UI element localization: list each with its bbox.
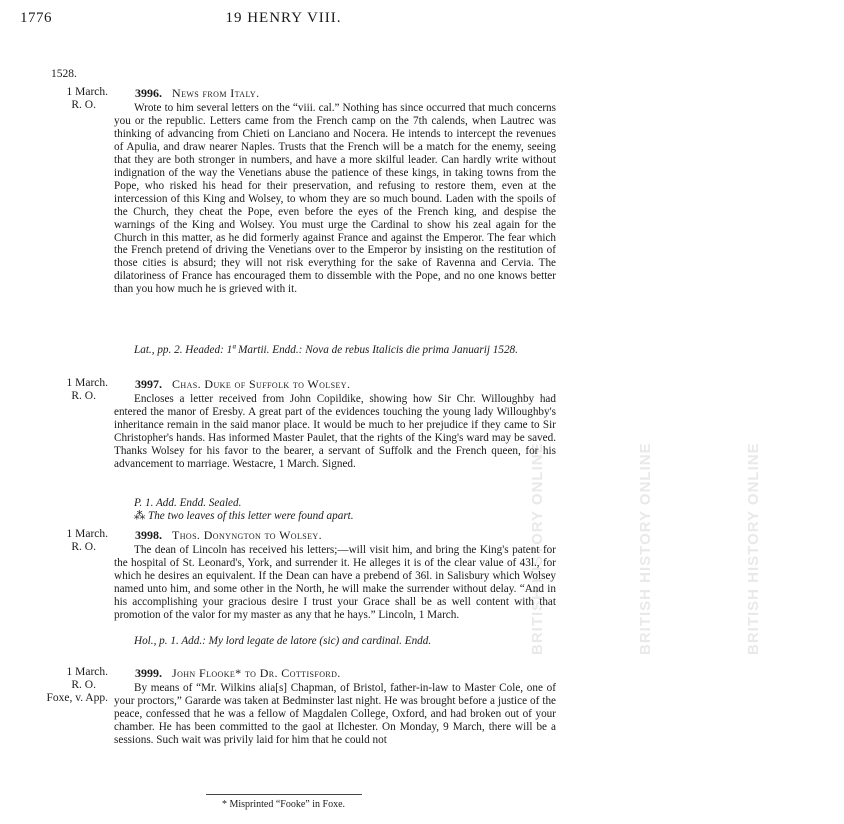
entry-title: Thos. Donyngton to Wolsey. — [172, 528, 322, 542]
entry-meta: P. 1. Add. Endd. Sealed. — [134, 497, 242, 509]
page-number: 1776 — [20, 10, 52, 26]
entry-meta: Lat., pp. 2. Headed: 1ª Martii. Endd.: Nova de rebus Italicis die prima Januarij 1528. — [134, 344, 518, 356]
entry-source: R. O. — [71, 99, 96, 111]
entry-margin — [0, 377, 108, 403]
watermark-line: BRITISH HISTORY ONLINE — [745, 442, 762, 655]
entry-heading — [135, 528, 555, 542]
entry-body: By means of “Mr. Wilkins alia[s] Chapman, of Bristol, father-in-law to Master Cole, one of your proctors,” Gararde was taken at Bedminster last night. He was brought before a justice of the peace, confessed that he was a fellow of Magdalen College, Oxford, and had broken out of your chamber. He has been committed to the gaol at Ilchester. On Monday, 9 March, there will be a sessions. Such wait was privily laid for him that he could not — [114, 682, 556, 746]
watermark-line: BRITISH HISTORY ONLINE — [529, 442, 546, 655]
entry-heading — [135, 666, 555, 680]
entry-date: 1 March. — [66, 528, 108, 540]
entry-date: 1 March. — [66, 666, 108, 678]
entry-heading — [135, 377, 555, 391]
footnote: * Misprinted “Fooke” in Foxe. — [221, 799, 346, 810]
entry-title: John Flooke* to Dr. Cottisford. — [172, 666, 341, 680]
entry-note: ⁂ The two leaves of this letter were found apart. — [134, 510, 354, 522]
entry-date: 1 March. — [66, 86, 108, 98]
entry-body: The dean of Lincoln has received his letters;—will visit him, and bring the King's patent for the hospital of St. Leonard's, York, and surrender it. He alleges it is of the clear value of 43l., for which he desires an equivalent. If the Dean can have a prebend of 36l. in Salisbury which Wolsey named unto him, and some other in the North, he will make the surrender without delay. “And in his accomplishing your gracious desire I trust your Grace shall be as well content with that promotion of the valor for my master as any that he hays.” Lincoln, 1 March. — [114, 544, 556, 621]
entry-source: R. O. — [71, 390, 96, 402]
entry-number: 3997. — [135, 377, 162, 391]
running-title: 19 HENRY VIII. — [225, 10, 342, 26]
entry-body: Encloses a letter received from John Copildike, showing how Sir Chr. Willoughby had entered the manor of Eresby. A great part of the evidences touching the young lady Willoughby's inheritance remain in the said manor place. It would be much to her prejudice if they came to Sir Christopher's hands. Has informed Master Paulet, that the rights of the King's ward may be saved. Thanks Wolsey for his favor to the bearer, a servant of Suffolk and the French queen, for his advancement to marriage. Westacre, 1 March. Signed. — [114, 393, 556, 470]
entry-source: R. O. — [71, 679, 96, 691]
entry-meta: Hol., p. 1. Add.: My lord legate de latore (sic) and cardinal. Endd. — [134, 635, 432, 647]
entry-body: Wrote to him several letters on the “viii. cal.” Nothing has since occurred that much concerns you or the republic. Letters came from the French camp on the 7th calends, when Lautrec was thinking of advancing from Chieti on Lanciano and Nocera. He intends to intercept the revenues of Apulia, and draw nearer Naples. Trusts that the French will be a match for the enemy, seeing that they are both stronger in numbers, and have a more skilful leader. Can hardly write without indignation of the way the Venetians abuse the patience of these kings, in taking towns from the Pope, who risked his head for their preservation, and refusing to restore them, even at the intercession of this King and Wolsey, to whom they are so much bound. Laden with the spoils of the Church, they cheat the Pope, even before the eyes of the French king, and despise the warnings of the King and Wolsey. You must urge the Cardinal to show his zeal again for the Church in this matter, as he did formerly against France and against the Emperor. The fear which the French pretend of driving the Venetians over to the Emperor by insisting on the restitution of those cities is absurd; they will not risk everything for the sake of Ravenna and Cervia. The dilatoriness of France has encouraged them to dissemble with the Pope, and no one knows better than you how much he is grieved with it. — [114, 102, 556, 296]
entry-title: News from Italy. — [172, 86, 260, 100]
entry-number: 3999. — [135, 666, 162, 680]
entry-number: 3996. — [135, 86, 162, 100]
watermark-line: BRITISH HISTORY ONLINE — [637, 442, 654, 655]
entry-margin — [0, 528, 108, 554]
entry-date: 1 March. — [66, 377, 108, 389]
entry-margin — [0, 86, 108, 112]
footnote-rule — [206, 794, 362, 795]
entry-heading — [135, 86, 555, 100]
year-heading: 1528. — [51, 68, 77, 80]
entry-margin — [0, 666, 108, 705]
entry-source: R. O. — [71, 541, 96, 553]
entry-title: Chas. Duke of Suffolk to Wolsey. — [172, 377, 351, 391]
entry-source-secondary: Foxe, v. App. — [46, 692, 108, 704]
entry-number: 3998. — [135, 528, 162, 542]
